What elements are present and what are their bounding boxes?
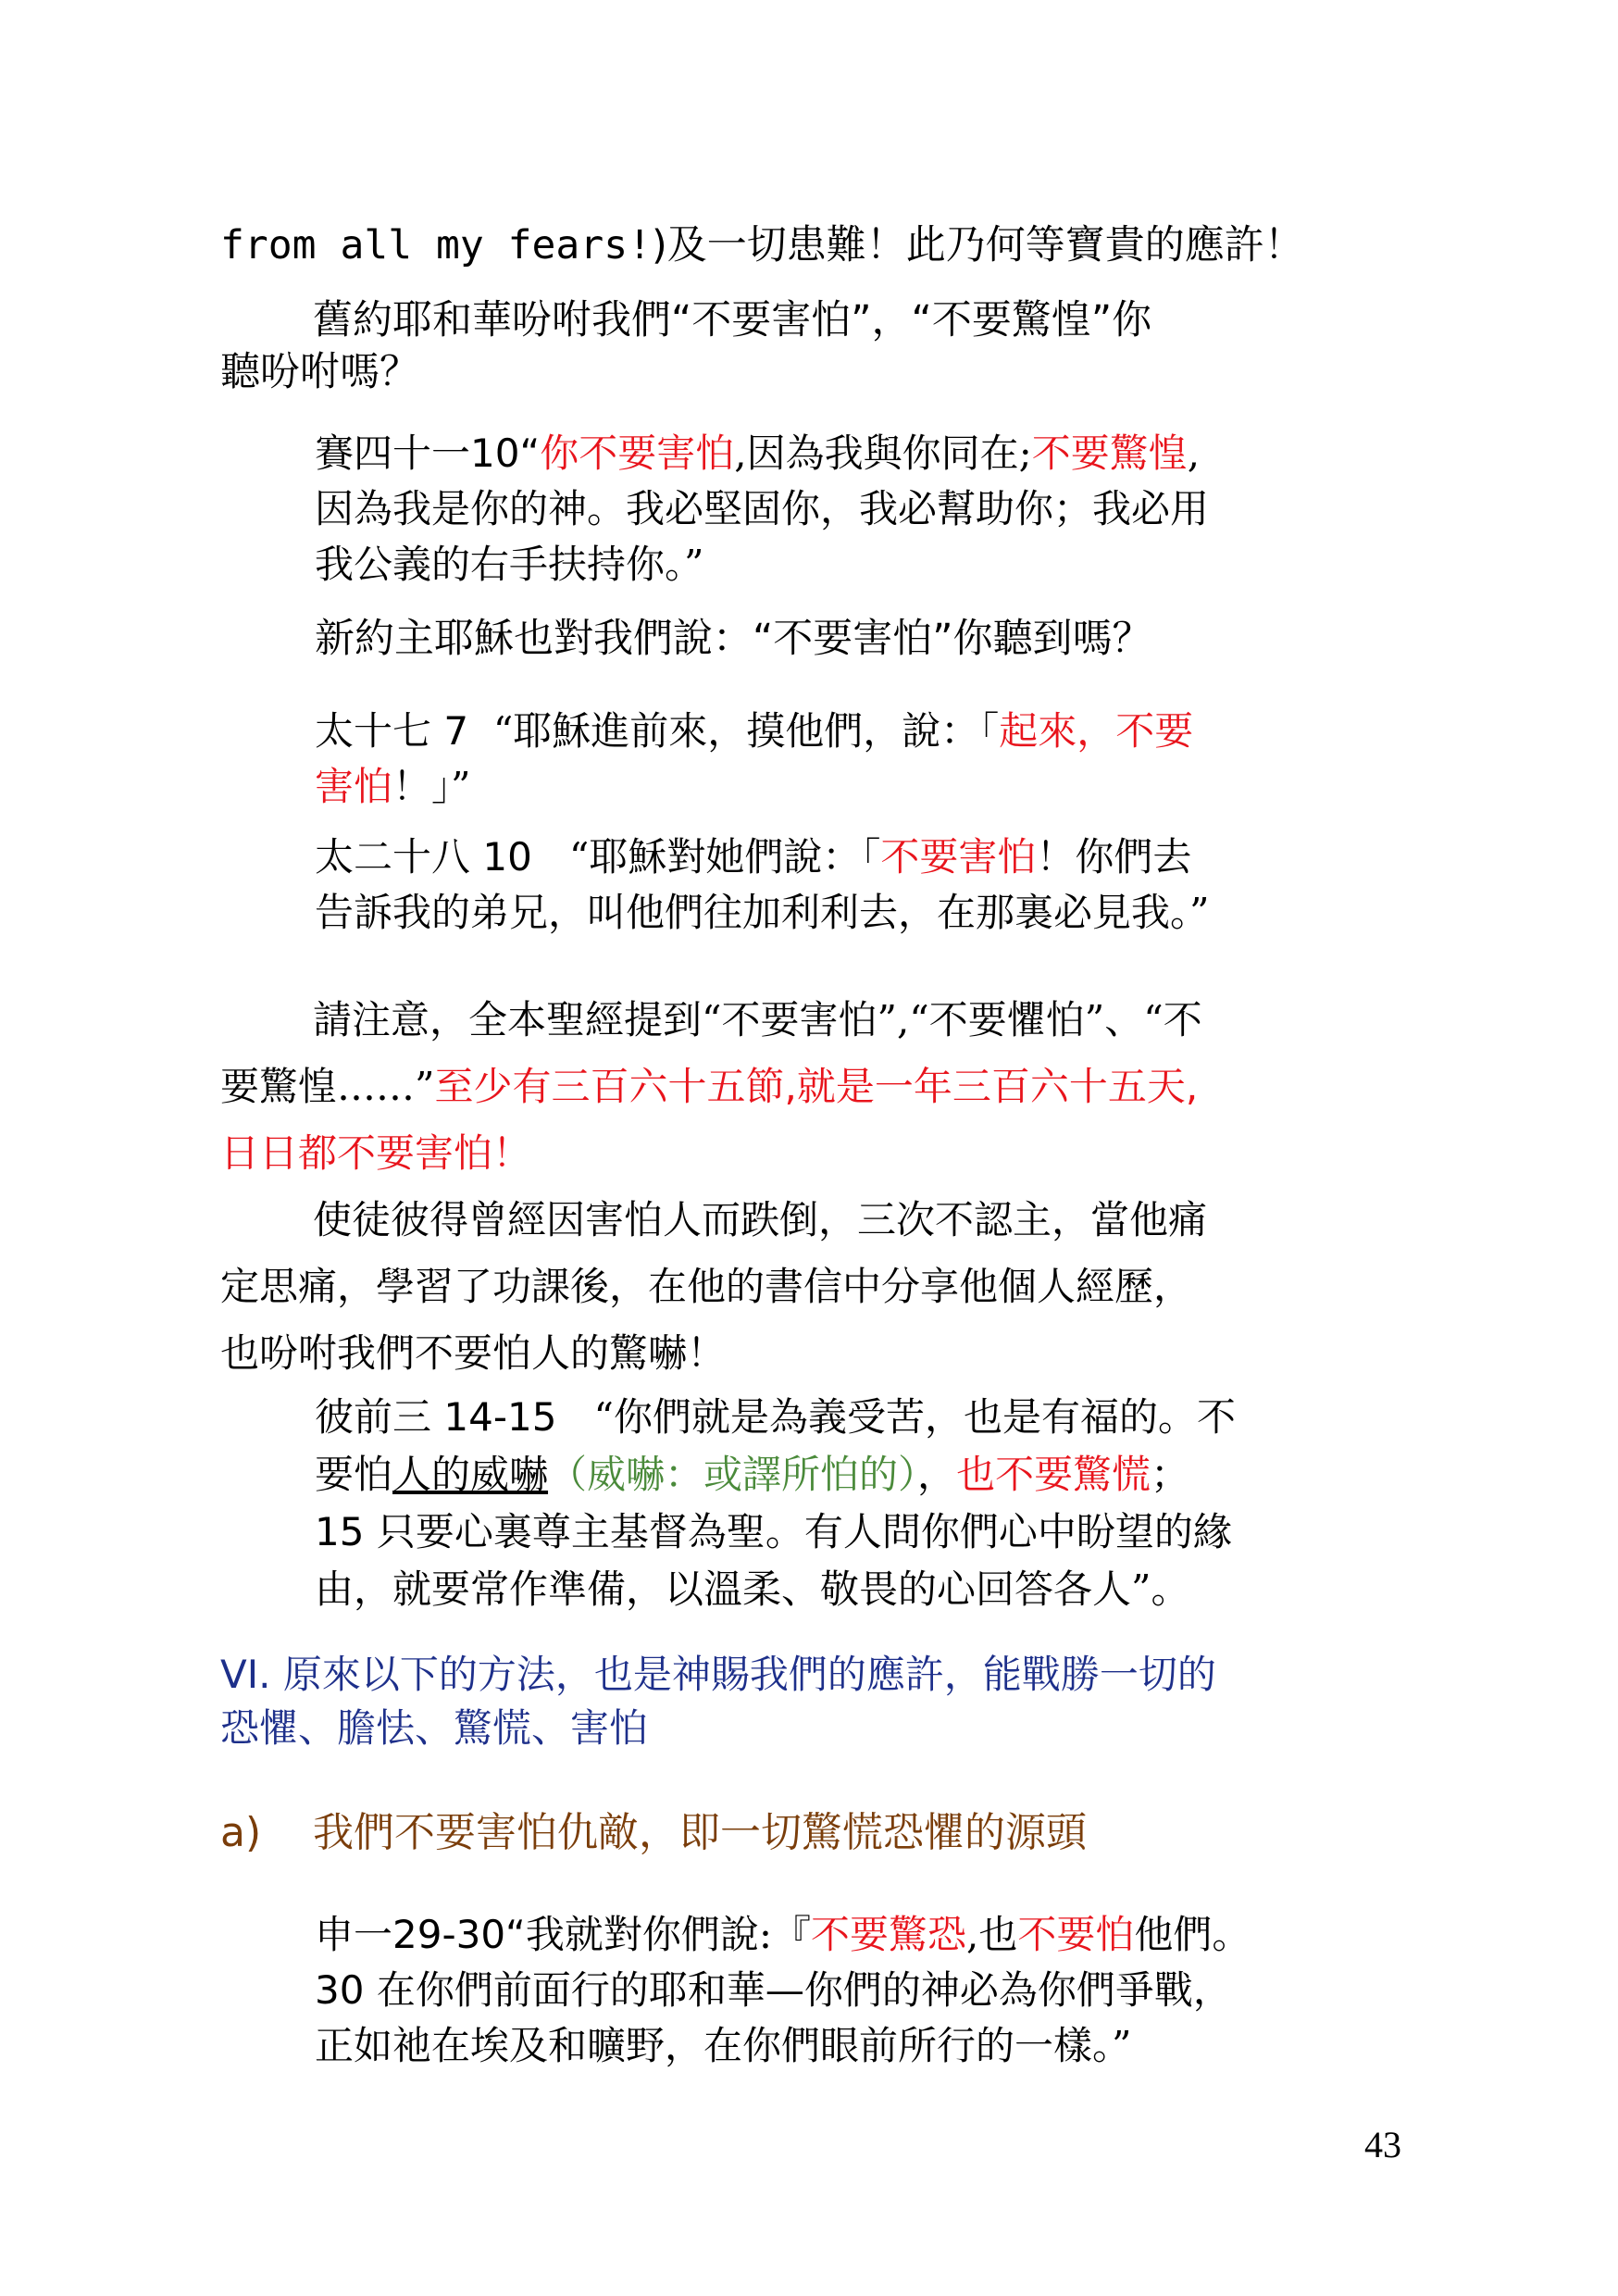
verse-text: “耶穌對她們說：「	[568, 834, 881, 880]
line-fears-rest: )及一切患難！此乃何等寶貴的應許！	[652, 222, 1304, 268]
page-number: 43	[1364, 2124, 1401, 2165]
verse-deuteronomy	[315, 1907, 1425, 2074]
verse-text: ,因為我與你同在;	[734, 430, 1032, 476]
verse-reference: 賽四十一10“	[315, 430, 541, 476]
verse-line: 告訴我的弟兄，叫他們往加利利去，在那裏必見我。”	[315, 890, 1210, 935]
line-fears	[220, 219, 1425, 271]
verse-text: 只要心裏尊主基督為聖。有人問你們心中盼望的緣	[376, 1509, 1232, 1554]
highlight-text: 起來，不要	[999, 708, 1194, 754]
highlight-text: 不要害怕	[880, 834, 1037, 880]
emphasis-text: 至少有三百六十五節,就是一年三百六十五天,	[434, 1064, 1199, 1109]
paragraph-line: 也吩咐我們不要怕人的驚嚇！	[220, 1330, 727, 1376]
verse-number: 30	[315, 1967, 365, 2013]
heading-line: VI. 原來以下的方法，也是神賜我們的應許，能戰勝一切的	[220, 1652, 1216, 1697]
verse-text: 在你們前面行的耶和華—你們的神必為你們爭戰，	[376, 1967, 1232, 2013]
paragraph-line: 新約主耶穌也對我們說：“不要害怕”你聽到嗎？	[315, 616, 1152, 662]
verse-reference: 申一29-30“	[315, 1912, 526, 1957]
verse-text: ！」”	[392, 764, 471, 809]
verse-text: “耶穌進前來，摸他們，說：「	[492, 708, 1000, 754]
highlight-text: 你不要害怕	[540, 430, 735, 476]
verse-number: 15	[315, 1509, 365, 1554]
verse-matthew-17	[315, 704, 1425, 815]
paragraph-line: 舊約耶和華吩咐我們“不要害怕”，“不要驚惶”你	[313, 297, 1152, 343]
english-fragment: from all my fears!	[220, 222, 652, 268]
highlight-text: 不要驚恐	[810, 1912, 966, 1957]
verse-text: ！你們去	[1036, 834, 1192, 880]
verse-text: 要怕	[315, 1452, 393, 1497]
list-marker: a)	[220, 1809, 262, 1856]
verse-1-peter	[315, 1389, 1425, 1618]
verse-reference: 太二十八	[315, 834, 471, 880]
subheading-a	[220, 1805, 1087, 1861]
verse-text: “你們就是為義受苦，也是有福的。不	[593, 1394, 1236, 1440]
paragraph-attention	[220, 987, 1425, 1187]
verse-reference: 彼前三	[315, 1394, 432, 1440]
paragraph-line: 聽吩咐嗎？	[220, 349, 419, 395]
highlight-text: 害怕	[315, 764, 393, 809]
paragraph-peter	[220, 1187, 1425, 1387]
verse-line: 正如祂在埃及和曠野，在你們眼前所行的一樣。”	[315, 2023, 1132, 2068]
verse-number: 7	[443, 708, 469, 754]
emphasis-text: 日日都不要害怕！	[220, 1130, 532, 1176]
verse-matthew-28	[315, 830, 1425, 941]
verse-text: ,	[1187, 430, 1201, 476]
verse-number: 10	[482, 834, 532, 880]
verse-text: 他們。	[1134, 1912, 1251, 1957]
verse-text: ；	[1151, 1452, 1190, 1497]
quoted-phrases: 要驚惶……”	[220, 1064, 435, 1109]
highlight-text: 不要驚惶	[1031, 430, 1188, 476]
verse-text: ,也	[965, 1912, 1018, 1957]
heading-line: 恐懼、膽怯、驚慌、害怕	[220, 1705, 649, 1751]
verse-number: 14-15	[443, 1394, 557, 1440]
verse-text: ，	[917, 1452, 957, 1497]
paragraph-old-testament	[220, 294, 1425, 398]
section-heading-vi	[220, 1648, 1425, 1755]
paragraph-line: 使徒彼得曾經因害怕人而跌倒，三次不認主，當他痛	[313, 1197, 1208, 1242]
verse-line: 因為我是你的神。我必堅固你，我必幫助你；我必用	[315, 486, 1210, 531]
highlight-text: 不要怕	[1017, 1912, 1135, 1957]
verse-line: 由，就要常作準備，以溫柔、敬畏的心回答各人”。	[315, 1566, 1190, 1612]
underlined-text: 人的威嚇	[392, 1452, 549, 1497]
paragraph-text: 請注意，全本聖經提到	[313, 997, 703, 1042]
verse-isaiah	[315, 426, 1425, 593]
verse-text: 我就對你們說:『	[525, 1912, 811, 1957]
highlight-text: 也不要驚慌	[956, 1452, 1151, 1497]
paragraph-line: 定思痛，學習了功課後，在他的書信中分享他個人經歷，	[220, 1264, 1193, 1309]
quoted-phrases: “不要害怕”,“不要懼怕”、“不	[702, 997, 1202, 1042]
paragraph-new-testament	[315, 611, 1425, 667]
subheading-text: 我們不要害怕仇敵，即一切驚慌恐懼的源頭	[313, 1809, 1087, 1856]
verse-reference: 太十七	[315, 708, 432, 754]
verse-line: 我公義的右手扶持你。”	[315, 542, 704, 587]
footnote-text: （威嚇：或譯所怕的）	[548, 1452, 918, 1497]
